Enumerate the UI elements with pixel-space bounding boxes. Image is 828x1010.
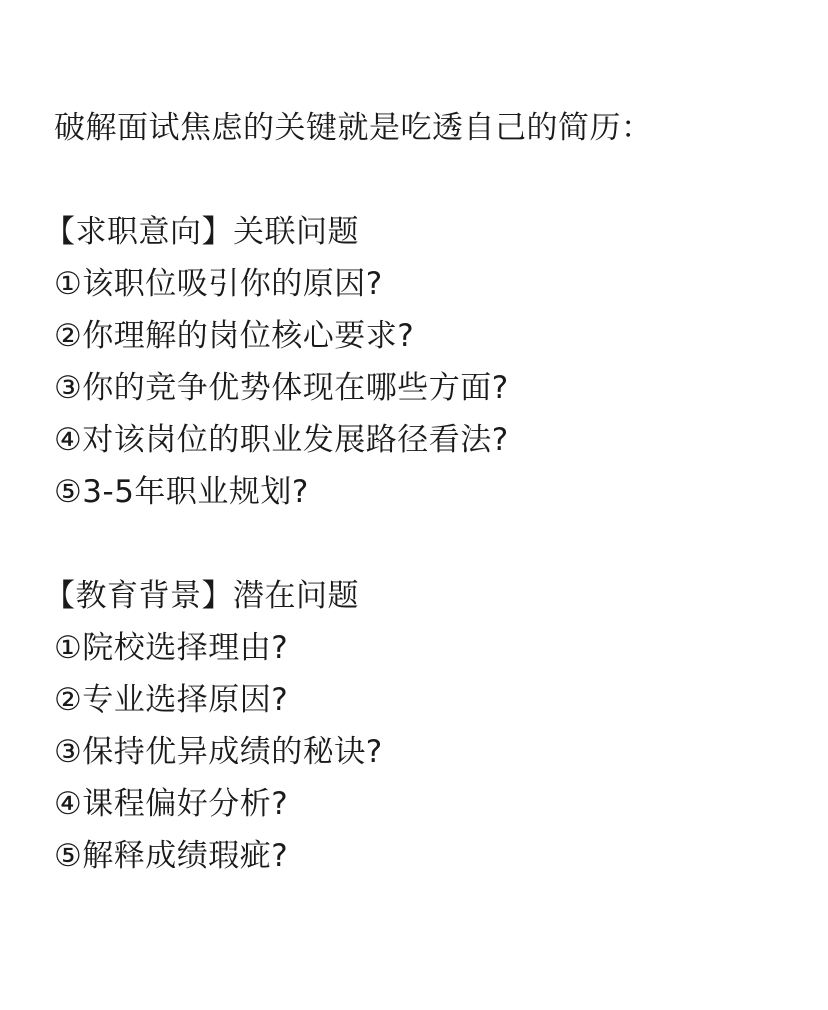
section-heading-education: 【教育背景】潜在问题 xyxy=(44,578,359,614)
list-item: ⑤3-5年职业规划? xyxy=(54,474,309,510)
list-item: ③你的竞争优势体现在哪些方面? xyxy=(54,370,509,406)
list-item: ④对该岗位的职业发展路径看法? xyxy=(54,422,509,458)
list-item: ①院校选择理由? xyxy=(54,630,289,666)
section-heading-job-intention: 【求职意向】关联问题 xyxy=(44,214,359,250)
list-item: ③保持优异成绩的秘诀? xyxy=(54,734,383,770)
intro-text: 破解面试焦虑的关键就是吃透自己的简历： xyxy=(54,110,653,146)
list-item: ④课程偏好分析? xyxy=(54,786,289,822)
list-item: ②你理解的岗位核心要求? xyxy=(54,318,415,354)
list-item: ②专业选择原因? xyxy=(54,682,289,718)
list-item: ①该职位吸引你的原因? xyxy=(54,266,383,302)
list-item: ⑤解释成绩瑕疵? xyxy=(54,838,289,874)
